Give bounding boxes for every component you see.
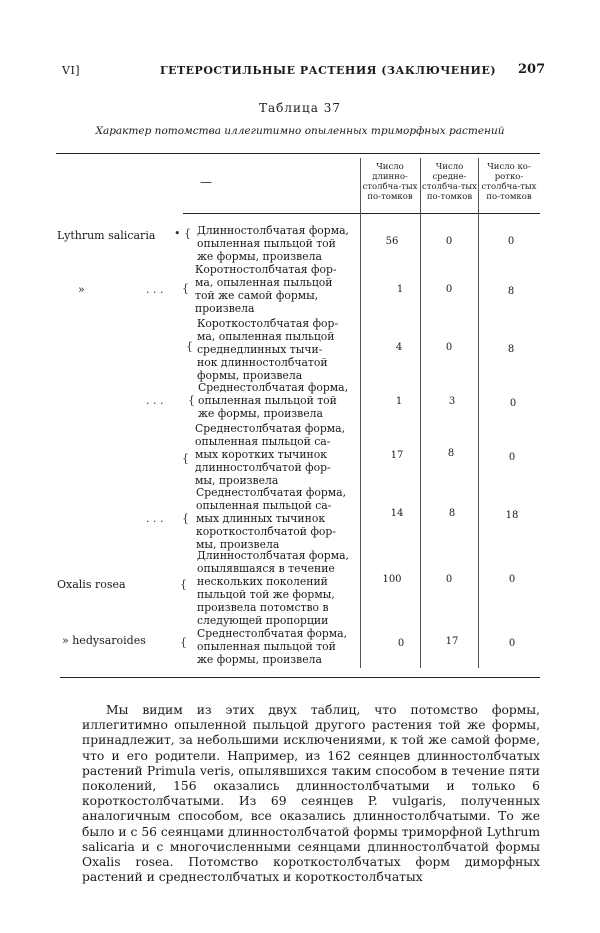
chapter-marker: VI] (62, 64, 81, 77)
row-plant-label: Lythrum salicaria (57, 229, 156, 242)
cell-mid: 17 (445, 636, 459, 647)
table-bottom-rule (60, 677, 540, 678)
row-leader-dots: . . . (146, 394, 164, 407)
col-header-mid: Число средне-столбча-тых по-томков (422, 162, 477, 202)
running-title: ГЕТЕРОСТИЛЬНЫЕ РАСТЕНИЯ (ЗАКЛЮЧЕНИЕ) (160, 64, 497, 77)
cell-mid: 0 (445, 284, 453, 295)
table-title: Таблица 37 (259, 101, 341, 115)
col-divider-3 (478, 158, 479, 668)
cell-long: 100 (382, 574, 402, 585)
row-plant-label: » hedysaroides (62, 634, 146, 647)
cell-long: 0 (397, 638, 405, 649)
col-divider-2 (420, 158, 421, 668)
row-brace: { (188, 394, 195, 407)
row-description: Среднестолбчатая форма, опыленная пыльцой той же формы, произвела (197, 627, 348, 666)
page-number: 207 (518, 62, 546, 77)
table-header-rule (183, 213, 540, 214)
body-paragraph-text: Мы видим из этих двух таблиц, что потомство формы, иллегитимно опыленной пыльцой другого растения той же формы, принадлежит, за небольшими исключениями, к той же самой форме, что и его родители. Например, из 162 сеянцев длинностолбчатых растений Primula veris, опылявшихся таким способом в течение пяти поколений, 156 оказались длинностолбчатыми и только 6 короткостолбчатыми. Из 69 сеянцев P. vulgaris, полученных аналогичным способом, все оказались длинностолбчатыми. То же было и с 56 сеянцами длинностолбчатой формы триморфной Lythrum salicaria и с многочисленными сеянцами длинностолбчатой формы Oxalis rosea. Потомство короткостолбчатых форм диморфных растений и среднестолбчатых и короткостолбчатых (82, 703, 540, 885)
cell-long: 17 (390, 450, 404, 461)
row-brace: { (182, 452, 189, 465)
cell-short: 18 (505, 510, 519, 521)
cell-short: 0 (509, 398, 517, 409)
row-brace: { (182, 512, 189, 525)
row-brace: { (182, 282, 189, 295)
table-caption: Характер потомства иллегитимно опыленных триморфных растений (95, 125, 505, 137)
col-header-short: Число ко-ротко-столбча-тых по-томков (481, 162, 537, 202)
cell-short: 8 (507, 344, 515, 355)
row-description: Среднестолбчатая форма, опыленная пыльцой са- мых коротких тычинок длинностолбчатой фор- мы, произвела (195, 422, 346, 487)
cell-long: 56 (385, 236, 399, 247)
col-header-long: Число длинно-столбча-тых по-томков (362, 162, 418, 202)
cell-mid: 8 (448, 508, 456, 519)
cell-short: 0 (508, 452, 516, 463)
row-leader-dots: . . . (146, 512, 164, 525)
row-description: Среднестолбчатая форма, опыленная пыльцой са- мых длинных тычинок короткостолбчатой фор- мы, произвела (196, 486, 347, 551)
cell-mid: 0 (445, 342, 453, 353)
body-paragraph (82, 703, 540, 885)
row-leader-dots: . . . (146, 283, 164, 296)
cell-mid: 0 (445, 574, 453, 585)
row-plant-label: Oxalis rosea (57, 578, 126, 591)
cell-mid: 3 (448, 396, 456, 407)
cell-short: 8 (507, 286, 515, 297)
row-description: Короткостолбчатая фор- ма, опыленная пыльцой среднедлинных тычи- нок длинностолбчатой формы, произвела (197, 317, 339, 382)
row-brace: • { (174, 227, 191, 240)
cell-long: 14 (390, 508, 404, 519)
row-description: Среднестолбчатая форма, опыленная пыльцой той же формы, произвела (198, 381, 349, 420)
cell-long: 4 (395, 342, 403, 353)
row-description: Длинностолбчатая форма, опыленная пыльцой той же формы, произвела (197, 224, 349, 263)
cell-long: 1 (396, 284, 404, 295)
dash-header: — (200, 175, 212, 189)
cell-mid: 8 (447, 448, 455, 459)
row-description: Длинностолбчатая форма, опылявшаяся в течение нескольких поколений пыльцой той же формы, произвела потомство в следующей пропорции (197, 549, 349, 627)
row-brace: { (186, 340, 193, 353)
cell-short: 0 (508, 638, 516, 649)
row-brace: { (180, 578, 187, 591)
cell-short: 0 (508, 574, 516, 585)
table-top-rule (56, 153, 540, 154)
col-divider-1 (360, 158, 361, 668)
row-description: Коротностолбчатая фор- ма, опыленная пыльцой той же самой формы, произвела (195, 263, 337, 315)
cell-long: 1 (395, 396, 403, 407)
cell-mid: 0 (445, 236, 453, 247)
row-plant-label: » (78, 283, 85, 296)
cell-short: 0 (507, 236, 515, 247)
row-brace: { (180, 636, 187, 649)
